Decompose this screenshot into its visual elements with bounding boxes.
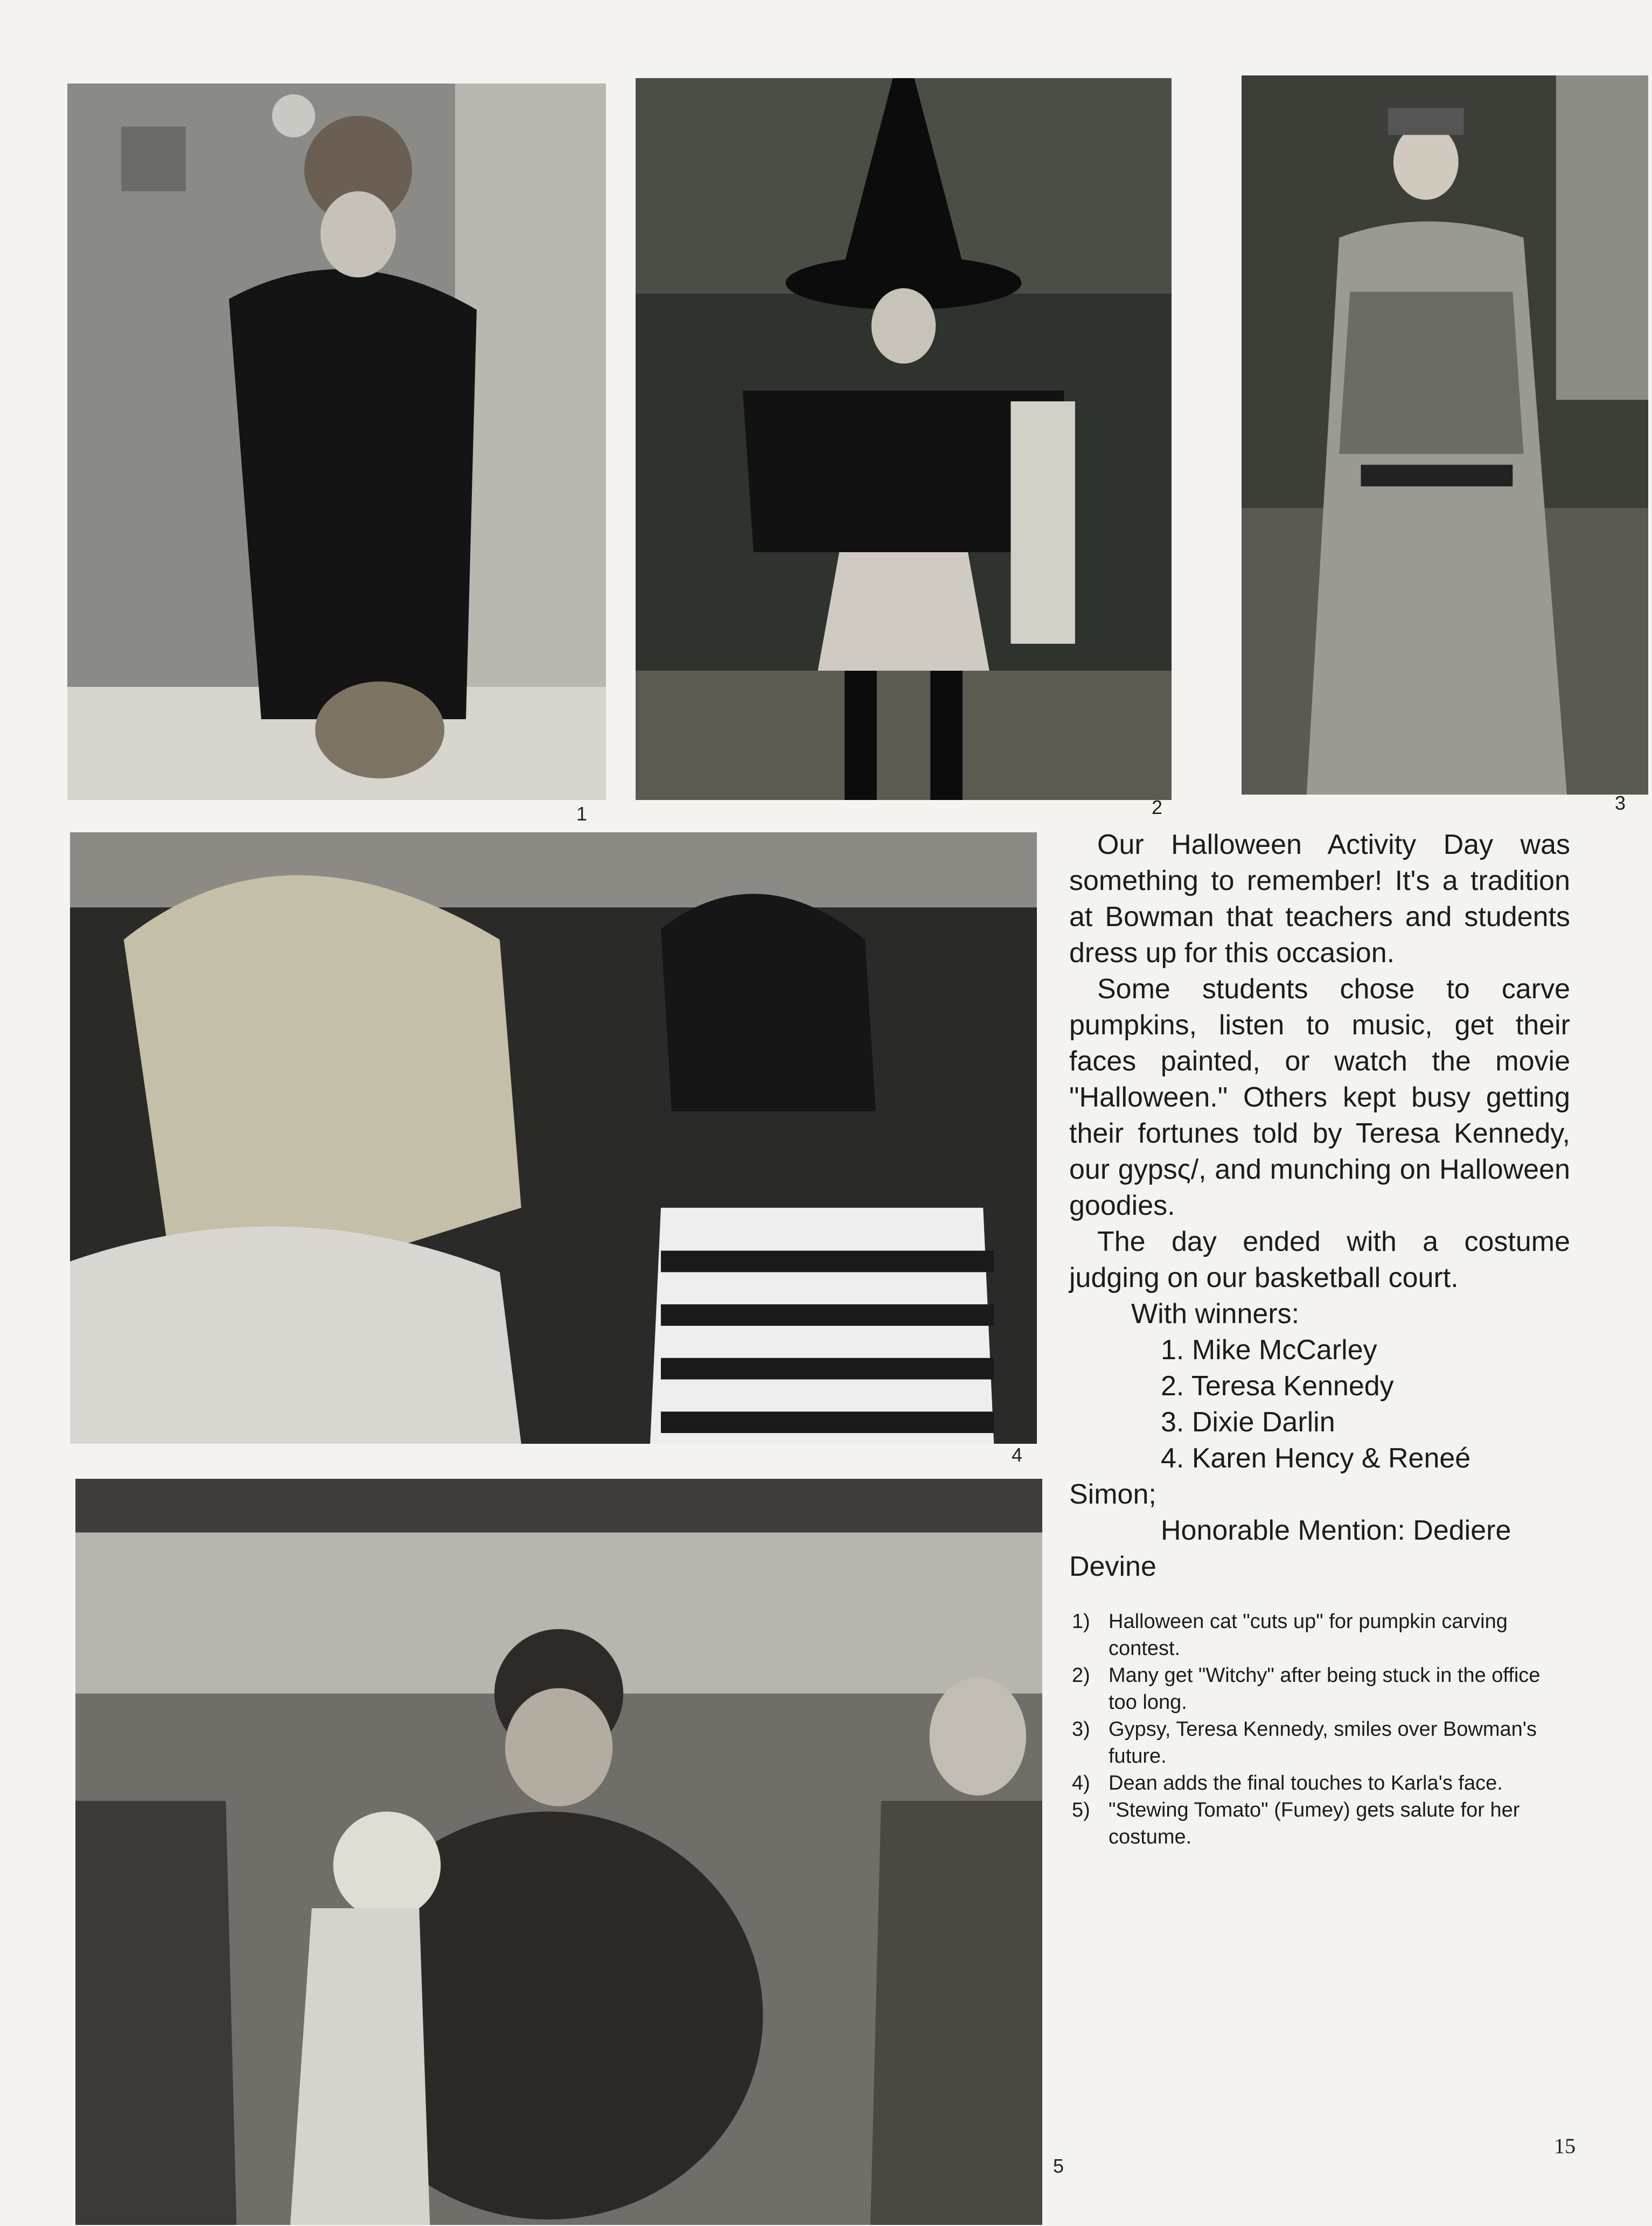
page-number: 15: [1554, 2134, 1576, 2158]
caption-number: 2): [1072, 1664, 1090, 1687]
caption-text: "Stewing Tomato" (Fumey) gets salute for her costume.: [1109, 1799, 1520, 1848]
honorable-mention-lead: Honorable Mention: Dediere: [1161, 1515, 1511, 1546]
caption-number: 1): [1072, 1610, 1090, 1633]
winners-heading: With winners:: [1131, 1298, 1300, 1330]
caption-text: Halloween cat "cuts up" for pumpkin carving contest.: [1109, 1610, 1508, 1660]
caption-item: [1072, 1662, 1573, 1716]
photo-number-2: 2: [1152, 796, 1163, 818]
honorable-mention-tail: Devine: [1069, 1551, 1156, 1582]
caption-item: [1072, 1770, 1573, 1797]
winner-item: 1. Mike McCarley: [1161, 1334, 1377, 1366]
photo-number-1: 1: [576, 803, 588, 825]
caption-text: Many get "Witchy" after being stuck in the office too long.: [1109, 1664, 1541, 1714]
caption-item: [1072, 1716, 1573, 1770]
photo-number-4: 4: [1012, 1444, 1023, 1466]
pumpkin-carving-photo: [67, 84, 606, 800]
caption-text: Gypsy, Teresa Kennedy, smiles over Bowman's future.: [1109, 1718, 1537, 1768]
photo-number-5: 5: [1053, 2155, 1064, 2177]
winner-4-tail: Simon;: [1069, 1479, 1156, 1510]
caption-item: [1072, 1797, 1573, 1851]
article-paragraph-3: The day ended with a costume judging on our basketball court.: [1069, 1226, 1570, 1293]
gypsy-costume-photo: [1242, 75, 1648, 795]
photo-number-3: 3: [1615, 792, 1626, 814]
winner-item: 3. Dixie Darlin: [1161, 1407, 1335, 1438]
photo-captions: [1072, 1608, 1573, 1851]
winners-list: [1069, 1332, 1570, 1441]
article-paragraph-1: Our Halloween Activity Day was something to remember! It's a tradition at Bowman that teachers and students dress up for this occasion.: [1069, 829, 1570, 969]
article-paragraph-2: Some students chose to carve pumpkins, listen to music, get their faces painted, or watch the movie "Halloween." Others kept busy getting their fortunes told by Teresa Kennedy, our gypsς/, and munching on Halloween goodies.: [1069, 973, 1570, 1221]
article-body: [1069, 827, 1570, 1585]
witch-costume-photo: [636, 78, 1172, 800]
winner-4-lead: 4. Karen Hency & Reneé: [1161, 1443, 1471, 1474]
caption-number: 5): [1072, 1799, 1090, 1821]
tomato-costume-photo: [75, 1479, 1042, 2225]
face-painting-photo: [70, 832, 1037, 1444]
winner-item: 2. Teresa Kennedy: [1161, 1371, 1394, 1402]
caption-text: Dean adds the final touches to Karla's face.: [1109, 1772, 1503, 1794]
caption-item: [1072, 1608, 1573, 1662]
caption-number: 3): [1072, 1718, 1090, 1741]
caption-number: 4): [1072, 1772, 1090, 1794]
